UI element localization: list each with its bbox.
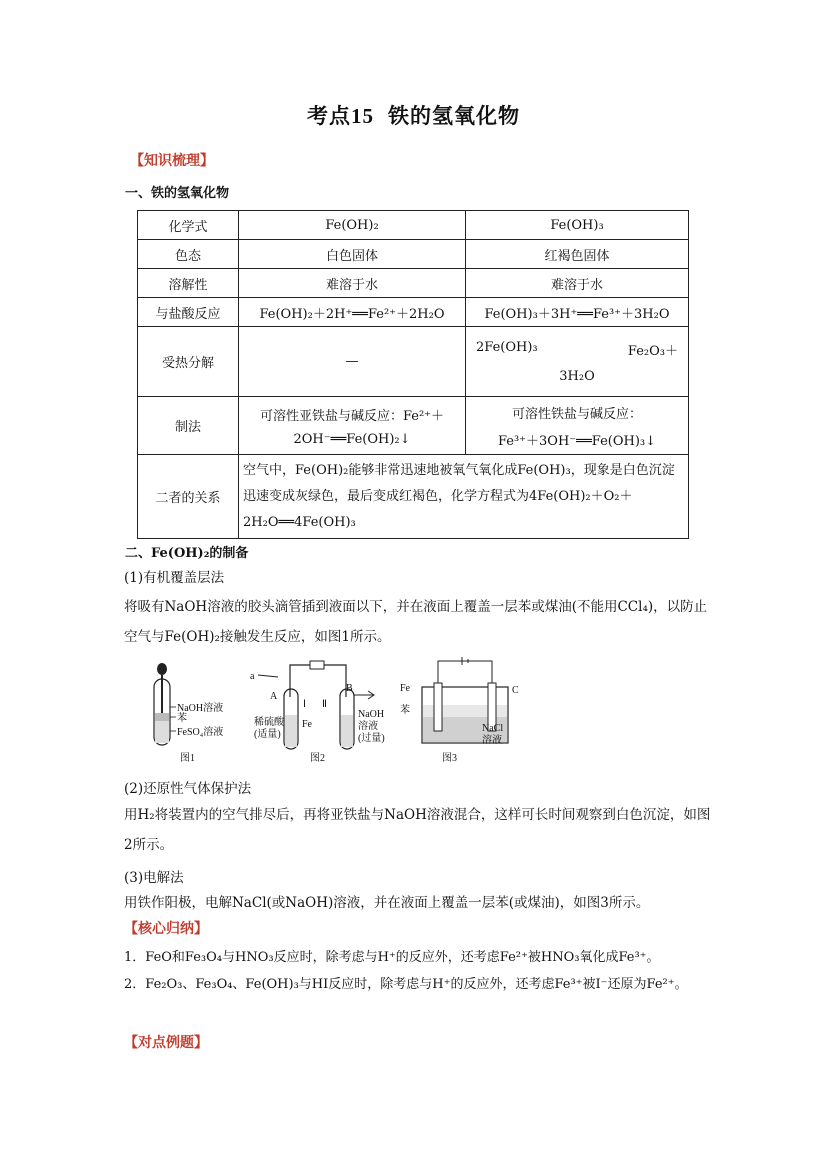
fig3-label: 溶液 bbox=[482, 735, 502, 746]
fig2-label: B bbox=[346, 683, 353, 694]
fig2-caption: 图2 bbox=[310, 753, 325, 764]
method-1-text: 将吸有NaOH溶液的胶头滴管插到液面以下，并在液面上覆盖一层苯或煤油(不能用CCl₄)，以防止空气与Fe(OH)₂接触发生反应，如图1所示。 bbox=[124, 599, 708, 645]
table-row bbox=[138, 211, 689, 240]
table-cell: Fe(OH)₂＋2H⁺══Fe²⁺＋2H₂O bbox=[239, 298, 466, 327]
method-1-title: (1)有机覆盖层法 bbox=[124, 570, 225, 586]
prep-fe3-line1: 可溶性铁盐与碱反应： bbox=[511, 406, 642, 422]
prep-fe2-line1: 可溶性亚铁盐与碱反应：Fe²⁺＋ bbox=[259, 408, 445, 424]
table-cell: 难溶于水 bbox=[466, 269, 689, 298]
apparatus-figures bbox=[150, 655, 520, 767]
relation-cell: 空气中，Fe(OH)₂能够非常迅速地被氧气氧化成Fe(OH)₃，现象是白色沉淀迅速变成灰绿色，最后变成红褐色，化学方程式为4Fe(OH)₂＋O₂＋2H₂O══4Fe(OH)₃ bbox=[239, 455, 689, 539]
decomp-product: Fe₂O₃＋ bbox=[627, 343, 678, 359]
method-3-title: (3)电解法 bbox=[124, 870, 184, 886]
page-title bbox=[0, 100, 827, 130]
table-cell: 红褐色固体 bbox=[466, 240, 689, 269]
example-header: 【对点例题】 bbox=[124, 1035, 208, 1051]
table-cell: 二者的关系 bbox=[138, 455, 239, 539]
table-cell: 白色固体 bbox=[239, 240, 466, 269]
fig1-caption: 图1 bbox=[180, 753, 195, 764]
table-cell: Fe(OH)₃ bbox=[466, 211, 689, 240]
table-cell bbox=[466, 327, 689, 397]
method-3-text: 用铁作阳极，电解NaCl(或NaOH)溶液，并在液面上覆盖一层苯(或煤油)，如图3所示。 bbox=[124, 895, 650, 911]
table-cell: 制法 bbox=[138, 397, 239, 455]
fig1-label: FeSO₄溶液 bbox=[177, 727, 224, 738]
title-name: 铁的氢氧化物 bbox=[388, 103, 520, 128]
table-cell bbox=[466, 397, 689, 455]
title-prefix: 考点15 bbox=[307, 104, 374, 128]
decomp-water: 3H₂O bbox=[559, 368, 595, 384]
core-item-2: 2．Fe₂O₃、Fe₃O₄、Fe(OH)₃与HI反应时，除考虑与H⁺的反应外，还考虑Fe³⁺被I⁻还原为Fe²⁺。 bbox=[124, 977, 688, 992]
table-row bbox=[138, 298, 689, 327]
table-row bbox=[138, 397, 689, 455]
prep-fe3-line2: Fe³⁺＋3OH⁻══Fe(OH)₃↓ bbox=[497, 433, 657, 449]
table-cell: 受热分解 bbox=[138, 327, 239, 397]
table-row bbox=[138, 455, 689, 539]
fig2-label: a bbox=[250, 671, 255, 682]
fig2-label: 溶液 bbox=[358, 721, 378, 732]
decomp-reactant: 2Fe(OH)₃ bbox=[476, 339, 538, 355]
figure-3 bbox=[400, 657, 519, 764]
table-row bbox=[138, 269, 689, 298]
fig3-label: C bbox=[512, 685, 519, 696]
figure-2 bbox=[250, 661, 385, 764]
table-row bbox=[138, 240, 689, 269]
fig3-caption: 图3 bbox=[442, 753, 457, 764]
table-cell: 溶解性 bbox=[138, 269, 239, 298]
knowledge-header: 【知识梳理】 bbox=[130, 153, 214, 169]
prep-fe2-line2: 2OH⁻══Fe(OH)₂↓ bbox=[293, 431, 411, 447]
fig3-label: Fe bbox=[400, 683, 410, 694]
method-2-title: (2)还原性气体保护法 bbox=[124, 781, 252, 797]
fig3-label: 苯 bbox=[400, 705, 410, 716]
fig2-label: (过量) bbox=[358, 733, 385, 744]
section-2-heading: 二、Fe(OH)₂的制备 bbox=[125, 546, 249, 561]
fig2-label: (适量) bbox=[254, 729, 281, 740]
fig2-label: A bbox=[270, 691, 278, 702]
method-2-text: 用H₂将装置内的空气排尽后，再将亚铁盐与NaOH溶液混合，这样可长时间观察到白色沉淀，如图2所示。 bbox=[124, 807, 711, 853]
figure-1 bbox=[154, 663, 223, 764]
core-header: 【核心归纳】 bbox=[124, 921, 208, 937]
table-cell: 难溶于水 bbox=[239, 269, 466, 298]
table-cell: Fe(OH)₃＋3H⁺══Fe³⁺＋3H₂O bbox=[466, 298, 689, 327]
fig2-label: NaOH bbox=[358, 709, 385, 720]
table-row bbox=[138, 327, 689, 397]
fig3-label: NaCl bbox=[482, 723, 504, 734]
table-cell: 化学式 bbox=[138, 211, 239, 240]
table-cell: 色态 bbox=[138, 240, 239, 269]
table-cell bbox=[239, 397, 466, 455]
fig2-label: Ⅱ bbox=[322, 699, 327, 710]
table-cell: 与盐酸反应 bbox=[138, 298, 239, 327]
table-cell: — bbox=[239, 327, 466, 397]
properties-table bbox=[137, 210, 689, 539]
fig1-label: 苯 bbox=[177, 713, 187, 724]
fig1-label: NaOH溶液 bbox=[177, 703, 224, 714]
table-cell: Fe(OH)₂ bbox=[239, 211, 466, 240]
fig2-label: Fe bbox=[302, 719, 312, 730]
core-item-1: 1．FeO和Fe₃O₄与HNO₃反应时，除考虑与H⁺的反应外，还考虑Fe²⁺被HNO₃氧化成Fe³⁺。 bbox=[124, 950, 660, 965]
fig2-label: 稀硫酸 bbox=[254, 717, 284, 728]
fig2-label: Ⅰ bbox=[303, 699, 306, 710]
section-1-heading: 一、铁的氢氧化物 bbox=[125, 186, 230, 201]
